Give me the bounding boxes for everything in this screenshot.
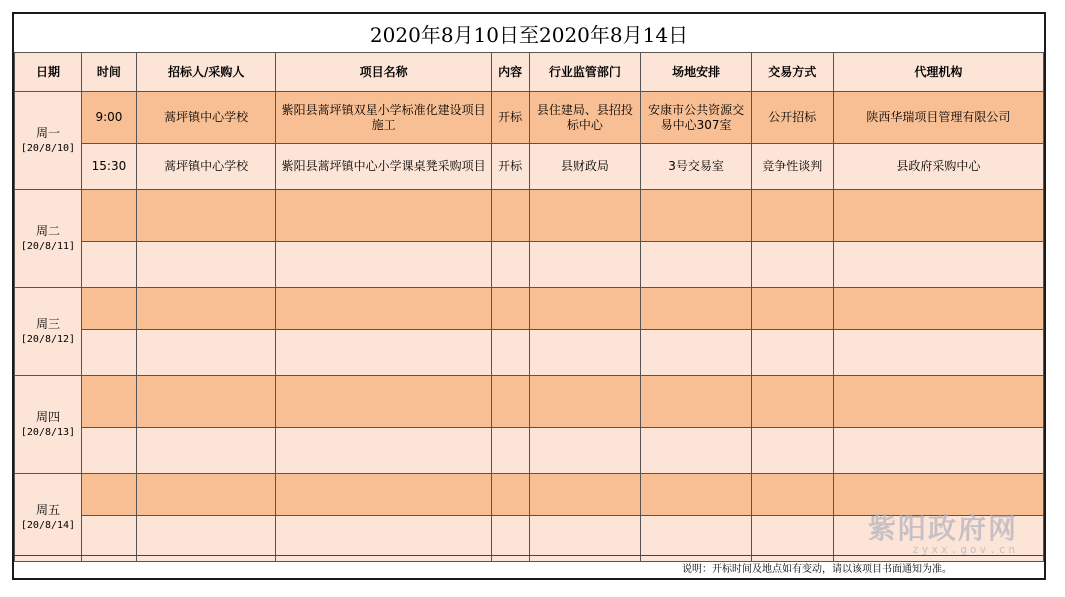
cell-content [491, 190, 529, 242]
cell-agency: 陕西华瑞项目管理有限公司 [833, 92, 1043, 144]
cell-method [751, 428, 833, 474]
header-content: 内容 [491, 53, 529, 92]
cell-agency [833, 428, 1043, 474]
cell-buyer: 蒿坪镇中心学校 [136, 144, 276, 190]
cell-project [276, 330, 491, 376]
cell-content [491, 474, 529, 516]
cell-content [491, 428, 529, 474]
cell-method [751, 242, 833, 288]
table-row [15, 288, 1044, 330]
cell-venue [641, 190, 752, 242]
schedule-title: 2020年8月10日至2020年8月14日 [14, 14, 1044, 53]
cell-project [276, 428, 491, 474]
header-project: 项目名称 [276, 53, 491, 92]
table-row [15, 428, 1044, 474]
cell-time: 15:30 [81, 144, 136, 190]
header-dept: 行业监管部门 [529, 53, 641, 92]
cell-buyer [136, 288, 276, 330]
cell-method [751, 376, 833, 428]
cell-method: 竞争性谈判 [751, 144, 833, 190]
cell-venue: 3号交易室 [641, 144, 752, 190]
cell-content: 开标 [491, 144, 529, 190]
cell-venue [641, 376, 752, 428]
day-label: 周二 [35, 223, 60, 238]
cell-buyer: 蒿坪镇中心学校 [136, 92, 276, 144]
cell-method [751, 330, 833, 376]
table-row [15, 144, 1044, 190]
cell-time [81, 190, 136, 242]
schedule-table [14, 52, 1044, 562]
cell-agency: 县政府采购中心 [833, 144, 1043, 190]
header-venue: 场地安排 [641, 53, 752, 92]
day-date: [20/8/12] [20, 333, 76, 345]
cell-agency [833, 330, 1043, 376]
cell-agency [833, 288, 1043, 330]
cell-venue [641, 288, 752, 330]
cell-dept [529, 428, 641, 474]
cell-buyer [136, 242, 276, 288]
table-row [15, 92, 1044, 144]
cell-dept [529, 330, 641, 376]
cell-project [276, 242, 491, 288]
cell-venue [641, 242, 752, 288]
cell-dept: 县财政局 [529, 144, 641, 190]
cell-content [491, 242, 529, 288]
header-time: 时间 [81, 53, 136, 92]
cell-agency [833, 242, 1043, 288]
cell-project [276, 376, 491, 428]
header-buyer: 招标人/采购人 [136, 53, 276, 92]
cell-dept: 县住建局、县招投标中心 [529, 92, 641, 144]
cell-venue [641, 428, 752, 474]
cell-venue [641, 330, 752, 376]
cell-dept [529, 474, 641, 516]
day-label: 周五 [35, 502, 60, 517]
watermark-title: 紫阳政府网 [867, 512, 1018, 545]
day-date: [20/8/10] [20, 142, 76, 154]
cell-time [81, 474, 136, 516]
cell-dept [529, 190, 641, 242]
cell-method [751, 190, 833, 242]
cell-time [81, 242, 136, 288]
table-row [15, 330, 1044, 376]
cell-buyer [136, 474, 276, 516]
cell-method [751, 474, 833, 516]
cell-dept [529, 242, 641, 288]
schedule-sheet [12, 12, 1046, 580]
table-row [15, 376, 1044, 428]
cell-content [491, 330, 529, 376]
table-row [15, 242, 1044, 288]
cell-buyer [136, 330, 276, 376]
day-label: 周四 [35, 409, 60, 424]
table-row [15, 190, 1044, 242]
day-cell [15, 288, 82, 376]
footer-note: 说明：开标时间及地点如有变动，请以该项目书面通知为准。 [682, 564, 952, 575]
day-label: 周三 [35, 316, 60, 331]
cell-method [751, 288, 833, 330]
day-cell [15, 474, 82, 562]
day-date: [20/8/14] [20, 519, 76, 531]
header-row [15, 53, 1044, 92]
watermark-logo [868, 507, 1018, 556]
day-date: [20/8/11] [20, 240, 76, 252]
cell-project [276, 474, 491, 516]
cell-buyer [136, 190, 276, 242]
day-cell [15, 190, 82, 288]
cell-dept [529, 288, 641, 330]
footer [14, 555, 1044, 578]
cell-method: 公开招标 [751, 92, 833, 144]
day-label: 周一 [35, 125, 60, 140]
cell-content: 开标 [491, 92, 529, 144]
cell-buyer [136, 376, 276, 428]
cell-time [81, 376, 136, 428]
day-date: [20/8/13] [20, 426, 76, 438]
watermark-url: zyxx.gov.cn [912, 543, 1018, 556]
day-cell [15, 92, 82, 190]
cell-content [491, 376, 529, 428]
header-method: 交易方式 [751, 53, 833, 92]
cell-content [491, 288, 529, 330]
cell-agency [833, 376, 1043, 428]
cell-project: 紫阳县蒿坪镇中心小学课桌凳采购项目 [276, 144, 491, 190]
header-date: 日期 [15, 53, 82, 92]
cell-venue [641, 474, 752, 516]
cell-project [276, 190, 491, 242]
cell-buyer [136, 428, 276, 474]
cell-dept [529, 376, 641, 428]
cell-time: 9:00 [81, 92, 136, 144]
cell-time [81, 288, 136, 330]
cell-time [81, 428, 136, 474]
cell-time [81, 330, 136, 376]
cell-project: 紫阳县蒿坪镇双星小学标准化建设项目施工 [276, 92, 491, 144]
header-agency: 代理机构 [833, 53, 1043, 92]
cell-project [276, 288, 491, 330]
day-cell [15, 376, 82, 474]
cell-agency [833, 190, 1043, 242]
cell-venue: 安康市公共资源交易中心307室 [641, 92, 752, 144]
